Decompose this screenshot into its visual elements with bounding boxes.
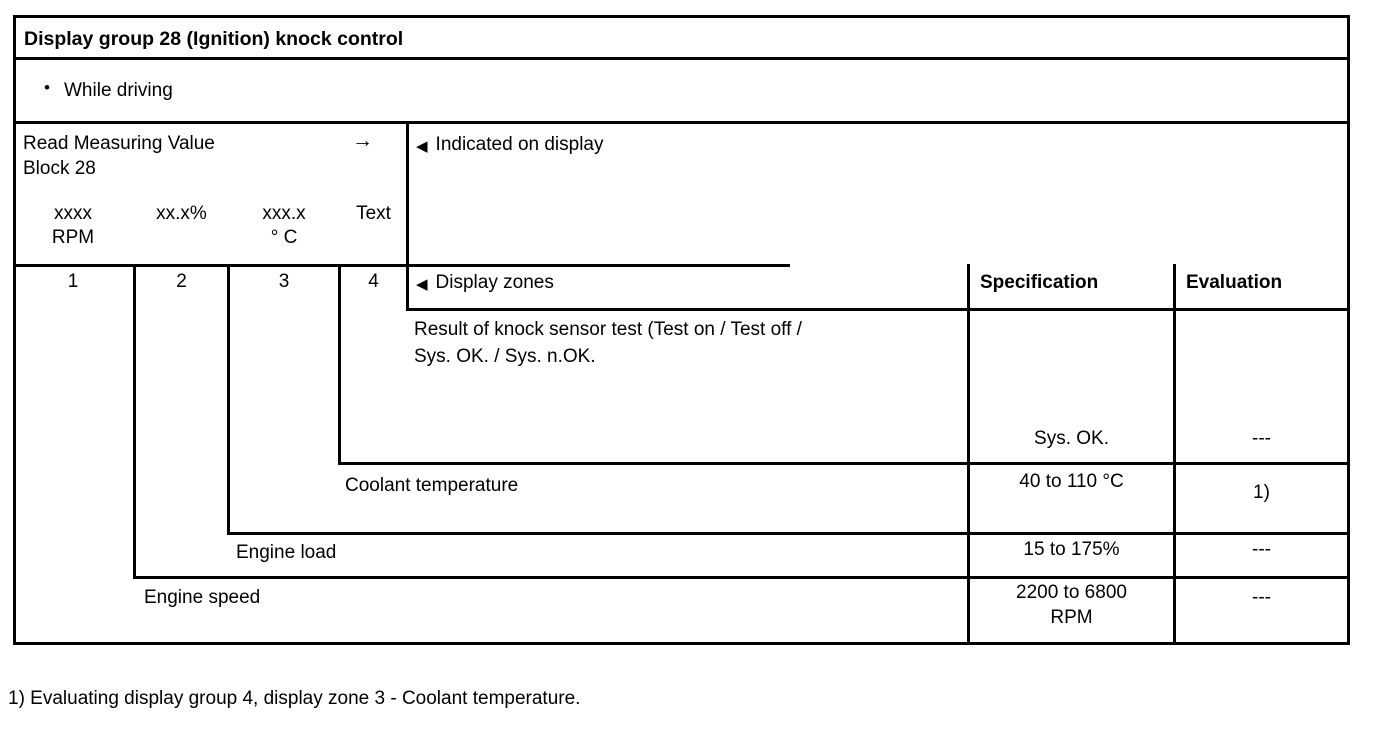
measuring-block-label-line2: Block 28 [23,158,96,179]
rule-step-zone4 [338,462,1350,465]
row-engine-speed-evaluation: --- [1252,587,1271,608]
indicated-on-display-callout [416,134,604,156]
row-coolant-description: Coolant temperature [345,475,519,496]
row-engine-load-description: Engine load [236,542,337,563]
row-engine-speed-specification-line2: RPM [1050,607,1093,628]
display-zones-label: Display zones [435,272,554,293]
table-border-bottom [13,642,1350,645]
display-field-3-unit: ° C [270,227,298,248]
display-field-2-value: xx.x% [156,203,207,224]
page-title: Display group 28 (Ignition) knock control [24,28,404,50]
rule-zone-row-top [13,264,790,267]
table-border-top [13,15,1350,18]
row-knock-sensor-specification: Sys. OK. [1034,428,1109,449]
rule-below-headers [406,308,1350,311]
divider-zone2-3 [227,264,230,535]
display-field-4-value: Text [356,203,391,224]
condition-bullet: • [44,78,50,97]
display-zones-callout [416,272,554,294]
row-knock-sensor-description-line2: Sys. OK. / Sys. n.OK. [414,346,596,367]
row-coolant-evaluation: 1) [1253,482,1270,503]
right-arrow-icon: → [352,129,373,152]
zone-number-4: 4 [368,271,379,292]
indicated-on-display-label: Indicated on display [435,134,604,155]
row-coolant-specification: 40 to 110 °C [1019,471,1124,492]
row-engine-load-evaluation: --- [1252,539,1271,560]
display-field-1-value: xxxx [54,203,92,224]
rule-below-condition [13,121,1350,124]
zone-number-2: 2 [176,271,187,292]
zone-number-3: 3 [278,271,290,292]
row-engine-speed-specification-line1: 2200 to 6800 [1016,582,1127,603]
measuring-block-label-line1: Read Measuring Value [23,133,215,154]
specification-column-header: Specification [980,272,1099,293]
table-border-right [1347,15,1350,645]
rule-step-zone2 [133,576,1350,579]
left-triangle-icon: ◀ [416,275,428,293]
rule-step-zone3 [227,532,1350,535]
row-knock-sensor-description-line1: Result of knock sensor test (Test on / Test off / [414,319,802,340]
table-border-left [13,15,16,645]
divider-header-boxes [406,121,409,311]
zone-number-1: 1 [67,271,79,292]
display-field-1-unit: RPM [51,227,95,248]
row-knock-sensor-evaluation: --- [1252,428,1271,449]
divider-zone1-2 [133,264,136,579]
condition-text: While driving [64,80,173,101]
display-field-3-value: xxx.x [262,203,306,224]
evaluation-column-header: Evaluation [1186,272,1283,293]
footnote: 1) Evaluating display group 4, display zone 3 - Coolant temperature. [8,688,581,709]
row-engine-speed-description: Engine speed [144,587,261,608]
rule-below-title [13,57,1350,60]
divider-zone3-4 [338,264,341,465]
row-engine-load-specification: 15 to 175% [1023,539,1120,560]
left-triangle-icon: ◀ [416,137,428,155]
